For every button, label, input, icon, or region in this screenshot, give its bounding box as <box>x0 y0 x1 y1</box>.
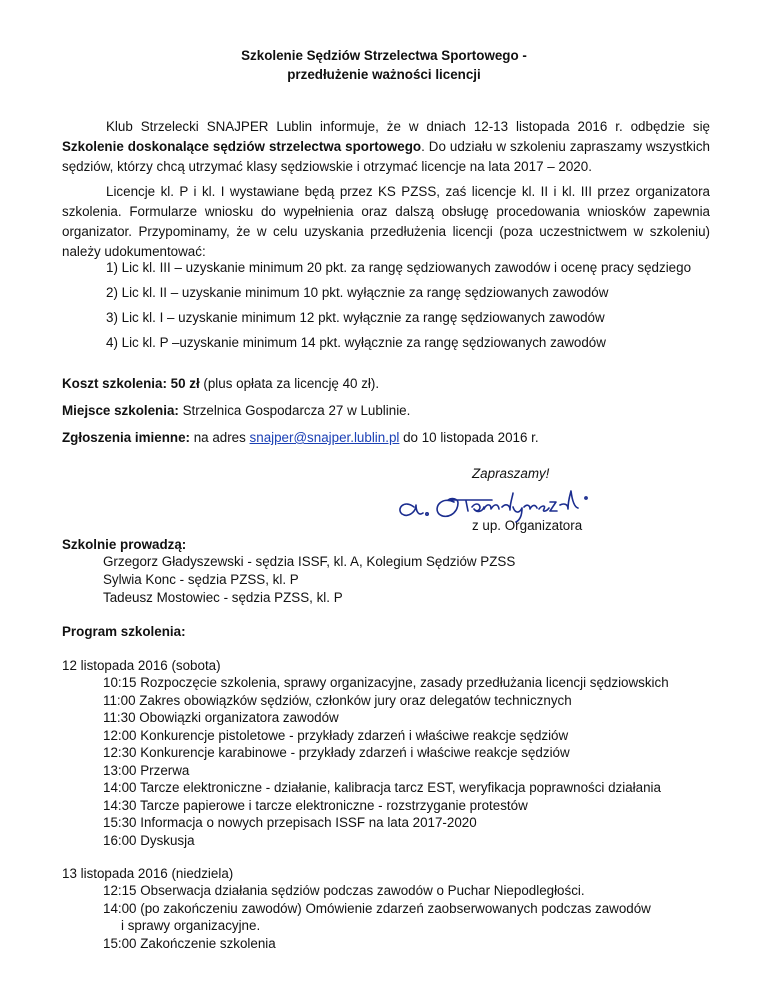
program-item: 12:00 Konkurencje pistoletowe - przykłady zdarzeń i właściwe reakcje sędziów <box>103 727 569 743</box>
program-item: 14:30 Tarcze papierowe i tarcze elektroniczne - rozstrzyganie protestów <box>103 797 528 813</box>
invite-text: Zapraszamy! <box>472 466 550 481</box>
program-item: 13:00 Przerwa <box>103 762 190 778</box>
place-text: Strzelnica Gospodarcza 27 w Lublinie. <box>178 403 411 418</box>
program-item: 10:15 Rozpoczęcie szkolenia, sprawy organizacyjne, zasady przedłużania licencji sędziowskich <box>103 675 669 690</box>
program-item: 14:00 Tarcze elektroniczne - działanie, kalibracja tarcz EST, weryfikacja poprawności działania <box>103 780 661 795</box>
registration-label: Zgłoszenia imienne: <box>62 430 190 445</box>
intro-text-2: . Do udziału w szkoleniu zapraszamy wszystkich sędziów, którzy chcą utrzymać klasy sędziowskie i otrzymać licencje na lata 2017 – 2020. <box>62 139 710 174</box>
cost-label: Koszt szkolenia: 50 zł <box>62 376 200 391</box>
document-title <box>0 46 768 84</box>
program-heading: Program szkolenia: <box>62 624 186 639</box>
email-link[interactable]: snajper@snajper.lublin.pl <box>249 430 400 445</box>
instructors-heading: Szkolnie prowadzą: <box>62 537 187 552</box>
requirement-item: 2) Lic kl. II – uzyskanie minimum 10 pkt. wyłącznie za rangę sędziowanych zawodów <box>106 285 609 300</box>
registration-text-after: do 10 listopada 2016 r. <box>399 430 539 445</box>
instructor-item: Tadeusz Mostowiec - sędzia PZSS, kl. P <box>103 590 343 605</box>
program-item: 11:30 Obowiązki organizatora zawodów <box>103 710 339 725</box>
requirement-item: 1) Lic kl. III – uzyskanie minimum 20 pkt. za rangę sędziowanych zawodów i ocenę pracy sędziego <box>106 260 692 275</box>
day1-label: 12 listopada 2016 (sobota) <box>62 658 221 673</box>
program-item: 15:00 Zakończenie szkolenia <box>103 935 276 951</box>
intro-bold: Szkolenie doskonalące sędziów strzelectwa sportowego <box>62 139 422 154</box>
requirement-item: 3) Lic kl. I – uzyskanie minimum 12 pkt. wyłącznie za rangę sędziowanych zawodów <box>106 310 605 325</box>
program-item: 11:00 Zakres obowiązków sędziów, członków jury oraz delegatów technicznych <box>103 692 572 708</box>
cost-line <box>62 374 379 394</box>
place-line <box>62 401 410 421</box>
registration-text-before: na adres <box>189 430 250 445</box>
requirement-item: 4) Lic kl. P –uzyskanie minimum 14 pkt. wyłącznie za rangę sędziowanych zawodów <box>106 335 606 350</box>
intro-text-1: Klub Strzelecki SNAJPER Lublin informuje, że w dniach 12-13 listopada 2016 r. odbędzie się <box>106 119 710 134</box>
program-item: i sprawy organizacyjne. <box>121 918 261 933</box>
program-item: 16:00 Dyskusja <box>103 832 195 848</box>
instructor-item: Grzegorz Gładyszewski - sędzia ISSF, kl. A, Kolegium Sędziów PZSS <box>103 554 516 569</box>
program-item: 12:30 Konkurencje karabinowe - przykłady zdarzeń i właściwe reakcje sędziów <box>103 745 570 760</box>
signed-for-text: z up. Organizatora <box>472 518 583 533</box>
day2-label: 13 listopada 2016 (niedziela) <box>62 866 234 881</box>
instructor-item: Sylwia Konc - sędzia PZSS, kl. P <box>103 572 299 587</box>
program-item: 14:00 (po zakończeniu zawodów) Omówienie zdarzeń zaobserwowanych podczas zawodów <box>103 900 651 916</box>
program-item: 12:15 Obserwacja działania sędziów podczas zawodów o Puchar Niepodległości. <box>103 883 585 898</box>
program-item: 15:30 Informacja o nowych przepisach ISSF na lata 2017-2020 <box>103 815 477 830</box>
cost-text: (plus opłata za licencję 40 zł). <box>199 376 380 391</box>
title-line-2: przedłużenie ważności licencji <box>287 67 481 82</box>
intro-paragraph <box>62 117 710 177</box>
licences-paragraph: Licencje kl. P i kl. I wystawiane będą przez KS PZSS, zaś licencje kl. II i kl. III przez organizatora szkolenia. Formularze wniosku do wypełnienia oraz dalszą obsługę procedowania wniosków zapewnia organizator. Przypominamy, że w celu uzyskania przedłużenia licencji (poza uczestnictwem w szkoleniu) należy udokumentować: <box>62 184 710 259</box>
place-label: Miejsce szkolenia: <box>62 403 179 418</box>
registration-line <box>62 428 539 448</box>
title-line-1: Szkolenie Sędziów Strzelectwa Sportowego - <box>241 48 527 63</box>
